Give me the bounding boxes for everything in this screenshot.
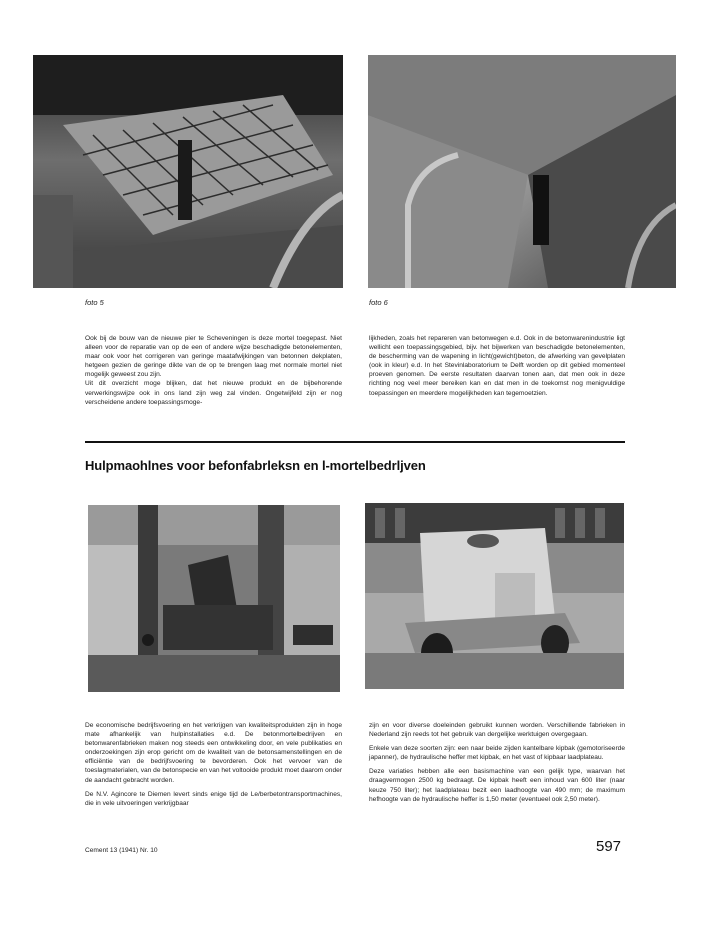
- article1-right-column: [369, 334, 625, 403]
- photo-machine-hall: [88, 505, 340, 692]
- photo-6-caption: foto 6: [369, 298, 388, 307]
- article1-left-paragraph-2: Uit dit overzicht moge blijken, dat het nieuwe produkt en de bijbehorende verwerkingswijze ook in ons land zijn weg zal vinden. Ongetwijfeld zijn er nog verscheidene andere toepassingsmoge-: [85, 380, 342, 406]
- article1-left-paragraph-1: Ook bij de bouw van de nieuwe pier te Scheveningen is deze mortel toegepast. Niet alleen voor de reparatie van op de een of andere wijze beschadigde betonelementen, maar ook voor het corrigeren van geringe maatafwijkingen van betonnen dekplaten, hetgeen gezien de geringe dikte van de op te brengen laag met normale mortel niet mogelijk geweest zou zijn.: [85, 335, 342, 379]
- article2-left-paragraph-1: De economische bedrijfsvoering en het verkrijgen van kwaliteitsprodukten zijn in hoge mate afhankelijk van hulpinstallaties e.d. De betonmortelbedrijven en betonwarenfabrieken maken nog steeds een ontwikkeling door, en vele publikaties en onderzoekingen zijn erop gericht om de kwaliteit van de betonsamenstellingen en de efficiëntie van de bedrijfsvoering te bevorderen. Ook het vervoer van de toeslagmaterialen, van de betonspecie en van het voltooide produkt moet daarom onder de aandacht gebracht worden.: [85, 722, 342, 784]
- article2-left-paragraph-2: De N.V. Agincore te Diemen levert sinds enige tijd de Le/berbetontransportmachines, die in vele uitvoeringen verkrijgbaar: [85, 790, 342, 807]
- article2-right-paragraph-2: Enkele van deze soorten zijn: een naar beide zijden kantelbare kipbak (gemotoriseerde japanner), de hydraulische heffer met kipbak, en het vast of kipbaar laadplateau.: [369, 745, 625, 762]
- article1-left-column: [85, 334, 342, 412]
- article1-right-paragraph: lijkheden, zoals het repareren van betonwegen e.d. Ook in de betonwarenindustrie ligt wellicht een toepassingsgebied, bijv. het bijwerken van beschadigde betonelementen, de bescherming van de wapening in licht(gewicht)beton, de afwerking van gevelplaten (ook in kleur) e.d. In het Stevinlaboratorium te Delft worden op dit gebied momenteel proeven genomen. De eerste resultaten daarvan tonen aan, dat men ook in deze richting nog veel meer bereiken kan en dat men in de toekomst nog menigvuldige toepassingen en meerdere mogelijkheden kan tegemoetzien.: [369, 335, 625, 397]
- photo-6: [368, 55, 676, 288]
- article2-right-column: [369, 721, 625, 809]
- article2-heading: Hulpmaohlnes voor befonfabrleksn en l-mortelbedrljven: [85, 458, 426, 473]
- journal-citation: Cement 13 (1941) Nr. 10: [85, 847, 158, 854]
- photo-5-caption: foto 5: [85, 298, 104, 307]
- section-divider: [85, 441, 625, 443]
- article2-right-paragraph-1: zijn en voor diverse doeleinden gebruikt kunnen worden. Verschillende fabrieken in Nederland zijn reeds tot het gebruik van dergelijke werktuigen overgegaan.: [369, 722, 625, 739]
- photo-leiber-machine: [365, 503, 624, 689]
- page-number: 597: [596, 838, 622, 855]
- article2-right-paragraph-3: Deze variaties hebben alle een basismachine van een gelijk type, waarvan het draagvermogen 2500 kg bedraagt. De kipbak heeft een inhoud van 600 liter (naar keuze 750 liter); het laadplateau bezit een laadhoogte van 490 mm; de maximum hefhoogte van de hydraulische heffer is 1,50 meter (eventueel ook 2,50 meter).: [369, 768, 625, 803]
- photo-5: [33, 55, 343, 288]
- article2-left-column: [85, 721, 342, 813]
